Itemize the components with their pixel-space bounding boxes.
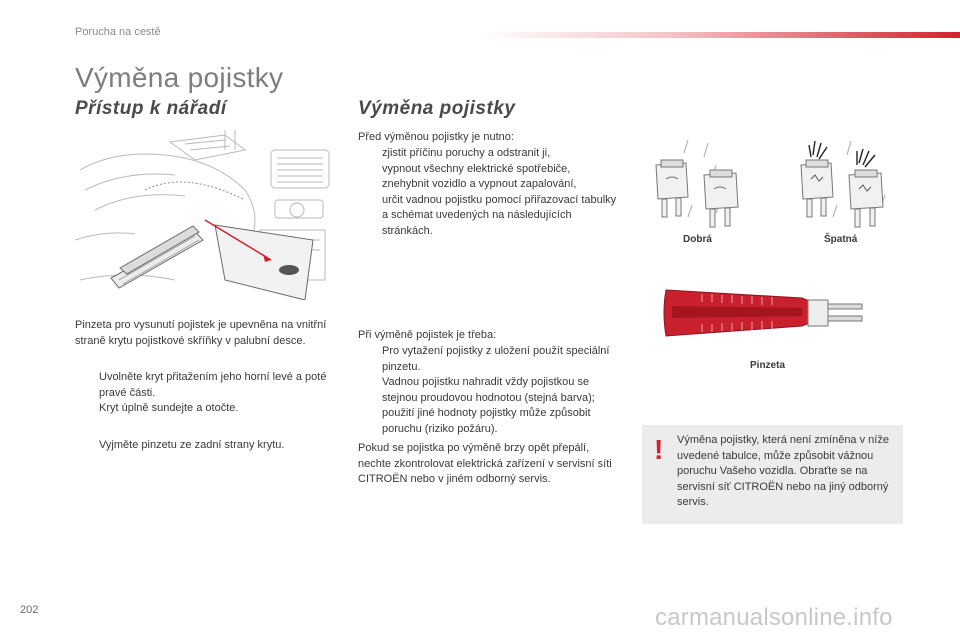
left-steps-list: [75, 370, 337, 417]
bad-fuse-illustration: [793, 135, 903, 230]
dashboard-illustration: [75, 130, 335, 300]
pre-steps-list: [358, 146, 620, 239]
tweezers-illustration: [662, 282, 867, 342]
warning-text: Výměna pojistky, která není zmíněna v níže uvedené tabulce, může způsobit vážnou poruchu Vašeho vozidla. Obraťte se na servisní síť CITROËN nebo na jiný odborný servis.: [677, 434, 889, 508]
change-step-item: Pro vytažení pojistky z uložení použít speciální pinzetu.: [382, 345, 610, 373]
good-fuse-label: Dobrá: [683, 234, 712, 245]
left-heading: Přístup k nářadí: [75, 98, 227, 119]
pre-step-item: určit vadnou pojistku pomocí přiřazovací tabulky a schémat uvedených na následujících stránkách.: [382, 193, 617, 237]
page-title: Výměna pojistky: [75, 62, 284, 93]
pre-step-item: zjistit příčinu poruchy a odstranit ji,: [382, 147, 551, 159]
pre-step-item: znehybnit vozidlo a vypnout zapalování,: [382, 178, 577, 190]
left-paragraph: Pinzeta pro vysunutí pojistek je upevněna na vnitřní straně krytu pojistkové skříňky v palubní desce.: [75, 319, 327, 347]
middle-intro: Před výměnou pojistky je nutno:: [358, 131, 514, 143]
middle-closing: Pokud se pojistka po výměně brzy opět přepálí, nechte zkontrolovat elektrická zařízení v servisní síti CITROËN nebo v jiném odborný servis.: [358, 442, 612, 485]
left-step-item: Uvolněte kryt přitažením jeho horní levé a poté pravé části.: [99, 371, 327, 399]
page-number: 202: [20, 604, 39, 616]
good-fuse-illustration: [648, 135, 758, 230]
left-step2-list: [75, 438, 337, 454]
header-accent-bar: [480, 32, 960, 38]
middle-intro2: Při výměně pojistek je třeba:: [358, 329, 497, 341]
section-header: Porucha na cestě: [75, 26, 161, 38]
middle-heading: Výměna pojistky: [358, 98, 516, 119]
pre-step-item: vypnout všechny elektrické spotřebiče,: [382, 162, 571, 175]
dashboard-drawing: [75, 130, 335, 300]
bad-fuse-label: Špatná: [824, 234, 858, 245]
tweezers-label: Pinzeta: [750, 360, 786, 371]
left-step-item: Vyjměte pinzetu ze zadní strany krytu.: [99, 439, 285, 451]
change-step-item: Vadnou pojistku nahradit vždy pojistkou se stejnou proudovou hodnotou (stejná barva); použití jiné hodnoty pojistky může způsobit poruchu (riziko požáru).: [382, 376, 595, 435]
change-steps-list: [358, 344, 626, 437]
warning-icon: !: [654, 434, 664, 465]
watermark: carmanualsonline.info: [655, 604, 893, 631]
left-step-item: Kryt úplně sundejte a otočte.: [99, 402, 239, 414]
